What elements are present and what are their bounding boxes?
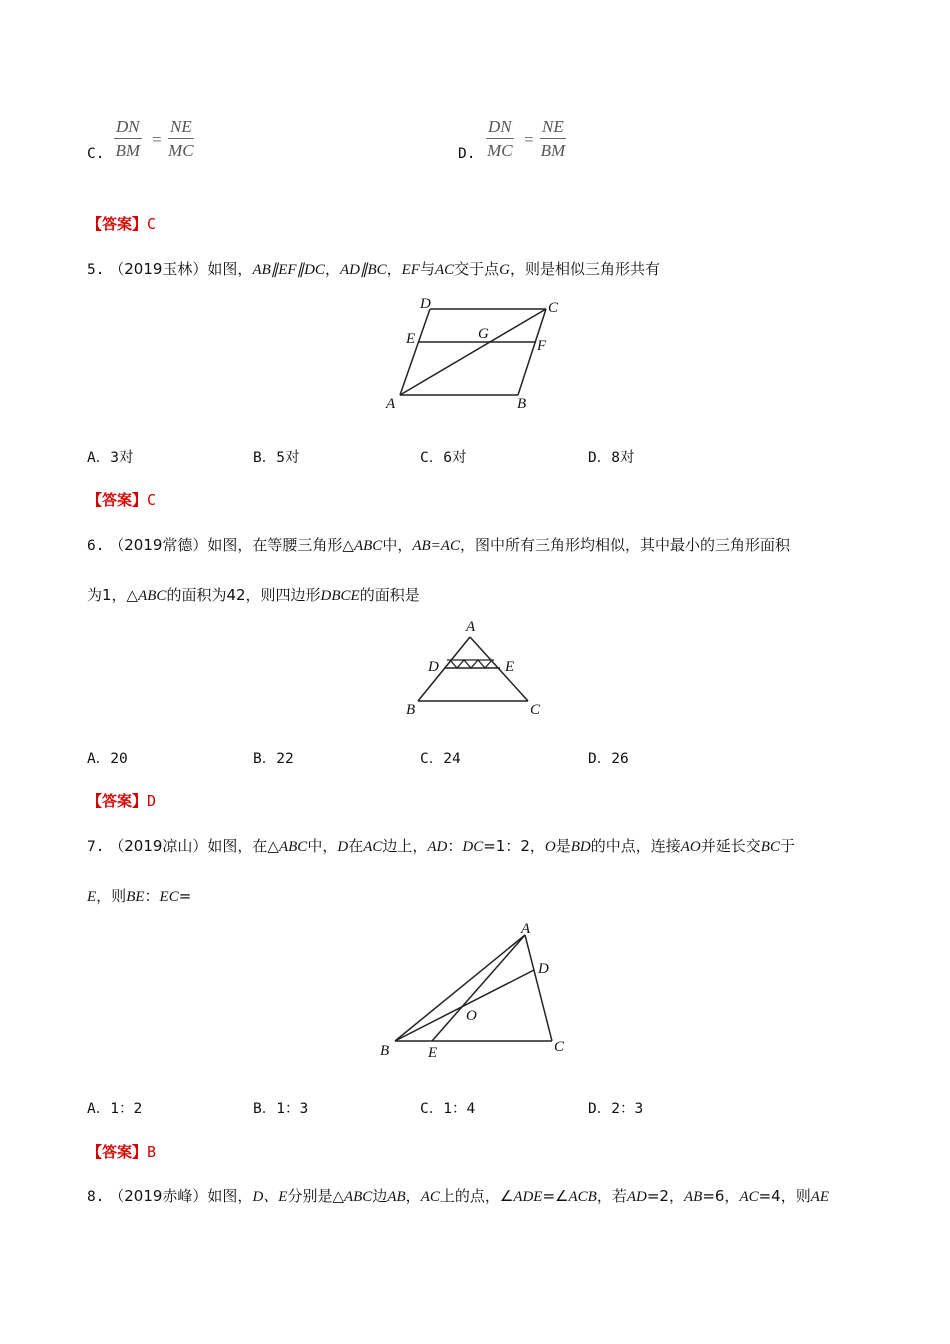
equals-sign: = xyxy=(152,130,162,149)
label-a: A xyxy=(386,396,396,412)
q5-answer: 【答案】C xyxy=(87,491,157,509)
label-b: B xyxy=(517,396,527,412)
option-c: C．24 xyxy=(420,751,461,767)
q5-figure-parallelogram xyxy=(380,290,570,415)
q5-stem: 5. （2019玉林）如图，AB∥EF∥DC，AD∥BC，EF与AC交于点G，则是相似三角形共有 xyxy=(87,260,661,278)
q6-answer: 【答案】D xyxy=(87,792,157,810)
q7-stem-line1: 7. （2019凉山）如图，在△ABC中，D在AC边上，AD：DC=1：2，O是BD的中点，连接AO并延长交BC于 xyxy=(87,837,795,855)
side-ac xyxy=(525,935,552,1041)
label-a: A xyxy=(521,921,531,937)
q7-stem-line2: E，则BE：EC= xyxy=(87,887,192,905)
option-label: C. xyxy=(87,146,105,162)
q4-answer: 【答案】C xyxy=(87,215,157,233)
label-e: E xyxy=(406,331,416,347)
option-a: A．1：2 xyxy=(87,1101,143,1117)
label-e: E xyxy=(505,659,515,675)
label-d: D xyxy=(420,296,431,312)
fraction-left: $\frac{DN}{MC}$ xyxy=(487,117,513,160)
label-d: D xyxy=(538,961,549,977)
fraction-right: $\frac{NE}{MC}$ xyxy=(168,117,194,160)
option-a: A．3对 xyxy=(87,450,134,466)
option-b: B．22 xyxy=(253,751,294,767)
option-d: D．2：3 xyxy=(588,1101,644,1117)
q7-figure-triangle xyxy=(370,915,580,1063)
label-o: O xyxy=(466,1008,477,1024)
label-a: A xyxy=(466,619,476,635)
segment-bd xyxy=(395,970,534,1041)
side-ab xyxy=(418,637,470,701)
label-c: C xyxy=(530,702,541,718)
equals-sign: = xyxy=(524,130,534,149)
option-c: C．6对 xyxy=(420,450,467,466)
label-d: D xyxy=(428,659,439,675)
q6-stem-line2: 为1，△ABC的面积为42，则四边形DBCE的面积是 xyxy=(87,586,420,604)
q8-stem: 8. （2019赤峰）如图，D、E分别是△ABC边AB，AC上的点，∠ADE=∠ACB，若AD=2，AB=6，AC=4，则AE xyxy=(87,1187,830,1205)
option-d: D．26 xyxy=(588,751,629,767)
side-ac xyxy=(470,637,528,701)
label-c: C xyxy=(548,300,559,316)
fraction-right: $\frac{NE}{BM}$ xyxy=(540,117,566,160)
option-c: C．1：4 xyxy=(420,1101,476,1117)
q6-stem-line1: 6. （2019常德）如图，在等腰三角形△ABC中，AB=AC，图中所有三角形均相似，其中最小的三角形面积 xyxy=(87,536,790,554)
label-g: G xyxy=(478,326,489,342)
option-d: D．8对 xyxy=(588,450,635,466)
label-e: E xyxy=(428,1045,438,1061)
option-b: B．5对 xyxy=(253,450,300,466)
option-b: B．1：3 xyxy=(253,1101,309,1117)
option-a: A．20 xyxy=(87,751,128,767)
label-f: F xyxy=(537,338,547,354)
q6-figure-triangle xyxy=(400,615,550,720)
segment-ae xyxy=(432,935,525,1041)
side-ad xyxy=(400,309,430,395)
label-b: B xyxy=(380,1043,390,1059)
side-ab xyxy=(395,935,525,1041)
option-label: D. xyxy=(458,146,476,162)
label-b: B xyxy=(406,702,416,718)
q7-answer: 【答案】B xyxy=(87,1143,157,1161)
fraction-left: $\frac{DN}{BM}$ xyxy=(115,117,141,160)
diagonal-ac xyxy=(400,309,546,395)
label-c: C xyxy=(554,1039,565,1055)
zigzag-small-triangles xyxy=(450,660,492,668)
